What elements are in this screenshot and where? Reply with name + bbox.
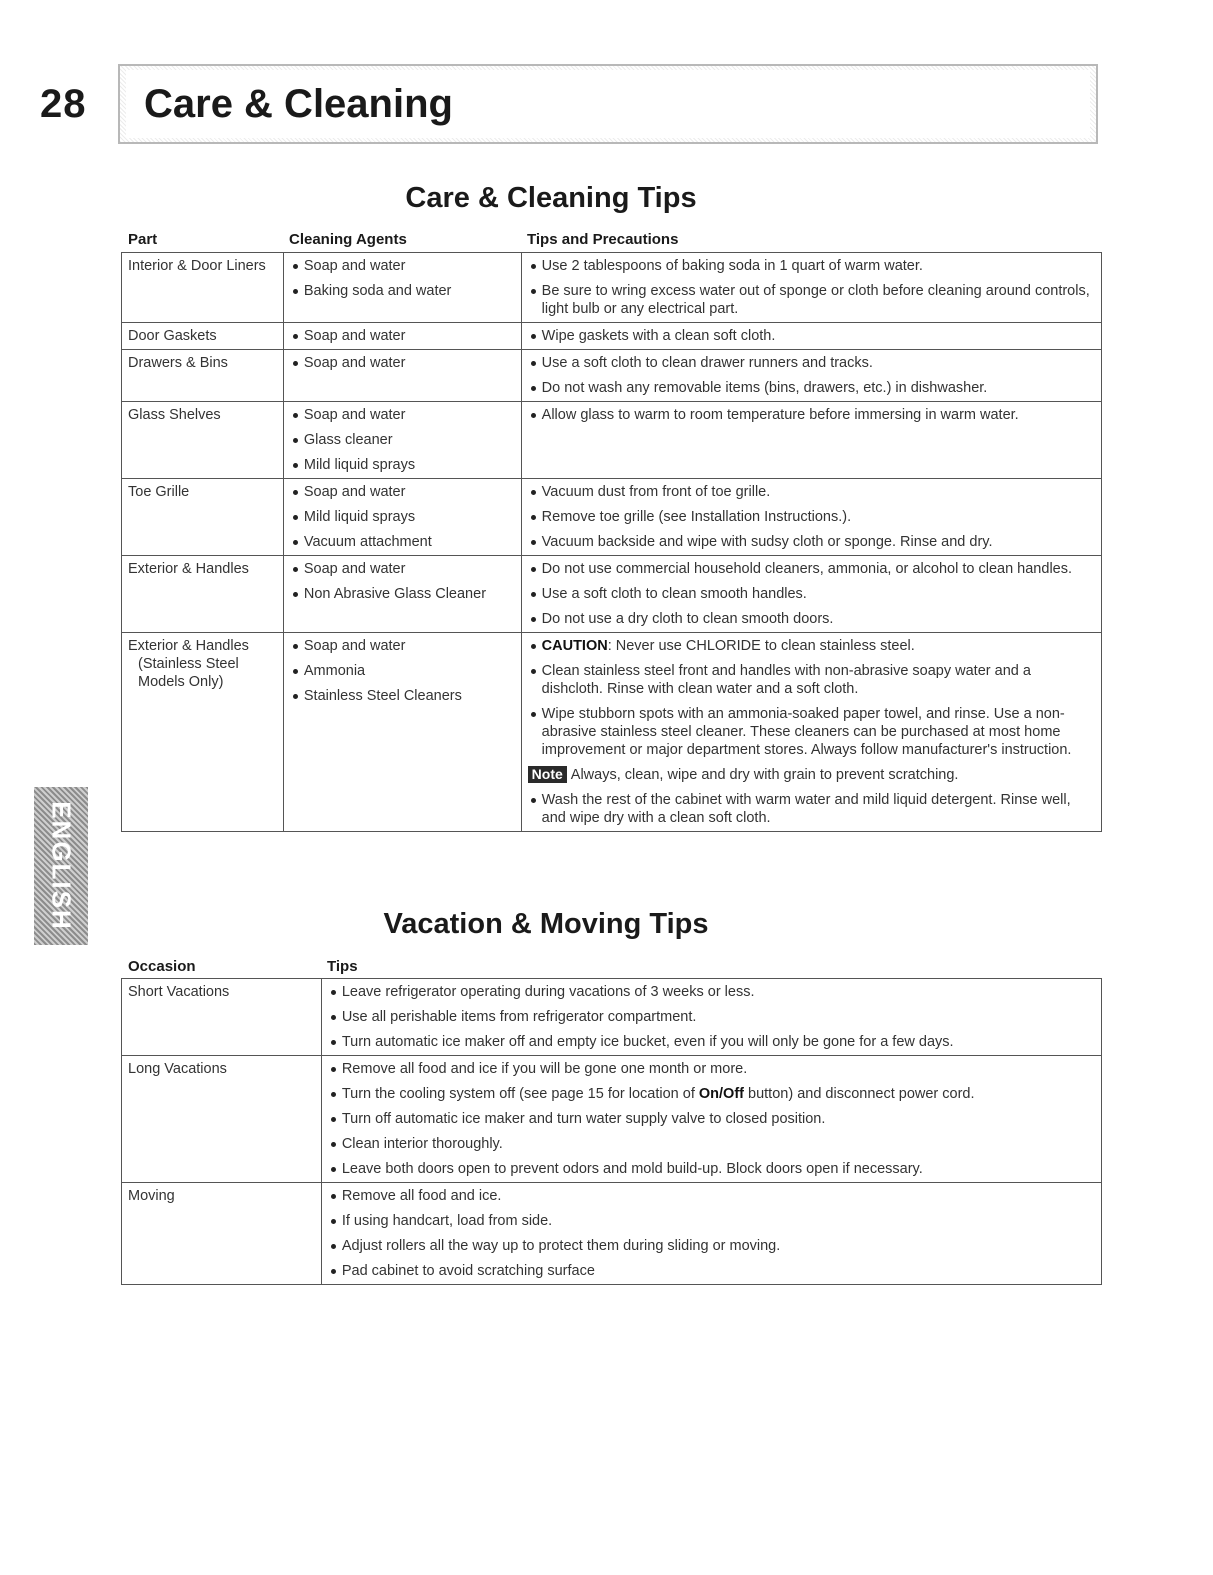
list-item: Do not use a dry cloth to clean smooth doors. [528,610,1096,628]
note-badge: Note [528,766,567,783]
tips-cell [521,323,1101,350]
care-table [121,252,1102,832]
col-head-tips: Tips and Precautions [527,231,679,248]
table-row [122,402,1102,479]
list-item: Use all perishable items from refrigerator compartment. [328,1008,1096,1026]
list-item: Pad cabinet to avoid scratching surface [328,1262,1096,1280]
list-item: Remove all food and ice if you will be gone one month or more. [328,1060,1096,1078]
agents-cell [283,633,521,832]
list-item: Soap and water [290,354,516,372]
list-item: Remove all food and ice. [328,1187,1096,1205]
list-item: Leave refrigerator operating during vacations of 3 weeks or less. [328,983,1096,1001]
part-cell: Glass Shelves [122,402,284,479]
tips-cell [521,556,1101,633]
caution-text: : Never use CHLORIDE to clean stainless steel. [607,638,915,654]
vacation-table [121,978,1102,1285]
part-cell: Exterior & Handles [122,556,284,633]
col-head-occasion: Occasion [128,958,196,975]
table-row [122,479,1102,556]
header-banner [118,64,1098,144]
col-head-part: Part [128,231,158,248]
list-item: Allow glass to warm to room temperature before immersing in warm water. [528,406,1096,424]
agents-cell [283,350,521,402]
tips-cell [521,402,1101,479]
agents-cell [283,323,521,350]
list-item: Baking soda and water [290,282,516,300]
table-row [122,253,1102,323]
note-line [528,766,1096,784]
vacation-section-title: Vacation & Moving Tips [383,908,709,940]
list-item: Use 2 tablespoons of baking soda in 1 quart of warm water. [528,257,1096,275]
list-item: Use a soft cloth to clean smooth handles. [528,585,1096,603]
list-item: Mild liquid sprays [290,456,516,474]
list-item: Clean interior thoroughly. [328,1135,1096,1153]
list-item: Leave both doors open to prevent odors and mold build-up. Block doors open if necessary. [328,1160,1096,1178]
tips-cell [521,350,1101,402]
part-cell: Drawers & Bins [122,350,284,402]
list-item [328,1085,1096,1103]
caution-label: CAUTION [541,638,608,654]
list-item: Wash the rest of the cabinet with warm water and mild liquid detergent. Rinse well, and wipe dry with a clean soft cloth. [528,791,1096,827]
list-item: If using handcart, load from side. [328,1212,1096,1230]
part-subtitle: (Stainless Steel Models Only) [138,656,239,690]
list-item: Soap and water [290,483,516,501]
agents-cell [283,253,521,323]
tip-text: button) and disconnect power cord. [744,1086,975,1102]
list-item: Stainless Steel Cleaners [290,687,516,705]
list-item: Soap and water [290,560,516,578]
language-tab [34,787,88,945]
part-name: Exterior & Handles [128,638,249,654]
tips-cell [321,1056,1101,1183]
tip-text: Turn the cooling system off (see page 15 for location of [341,1086,699,1102]
agents-cell [283,556,521,633]
list-item: Soap and water [290,406,516,424]
table-row [122,323,1102,350]
occasion-cell: Short Vacations [122,979,322,1056]
caution-item [528,637,1096,655]
table-row [122,979,1102,1056]
list-item: Clean stainless steel front and handles with non-abrasive soapy water and a dishcloth. Rinse with clean water and a soft cloth. [528,662,1096,698]
list-item: Use a soft cloth to clean drawer runners and tracks. [528,354,1096,372]
list-item: Vacuum attachment [290,533,516,551]
agents-cell [283,402,521,479]
onoff-label: On/Off [698,1086,744,1102]
list-item: Remove toe grille (see Installation Instructions.). [528,508,1096,526]
occasion-cell: Long Vacations [122,1056,322,1183]
tips-cell [521,479,1101,556]
part-cell: Interior & Door Liners [122,253,284,323]
list-item: Wipe stubborn spots with an ammonia-soaked paper towel, and rinse. Use a non-abrasive stainless steel cleaner. These cleaners can be purchased at most home improvement or major department stores. Always follow manufacturer's instruction. [528,705,1096,759]
care-section-title: Care & Cleaning Tips [405,182,697,214]
list-item: Vacuum backside and wipe with sudsy cloth or sponge. Rinse and dry. [528,533,1096,551]
list-item: Do not wash any removable items (bins, drawers, etc.) in dishwasher. [528,379,1096,397]
list-item: Turn automatic ice maker off and empty ice bucket, even if you will only be gone for a few days. [328,1033,1096,1051]
occasion-cell: Moving [122,1183,322,1285]
page-title: Care & Cleaning [144,82,453,126]
table-row [122,350,1102,402]
part-cell: Door Gaskets [122,323,284,350]
agents-cell [283,479,521,556]
table-row [122,556,1102,633]
page-number: 28 [40,82,87,126]
list-item: Be sure to wring excess water out of sponge or cloth before cleaning around controls, light bulb or any electrical part. [528,282,1096,318]
list-item: Turn off automatic ice maker and turn water supply valve to closed position. [328,1110,1096,1128]
list-item: Vacuum dust from front of toe grille. [528,483,1096,501]
list-item: Glass cleaner [290,431,516,449]
list-item: Soap and water [290,257,516,275]
list-item: Mild liquid sprays [290,508,516,526]
note-text: Always, clean, wipe and dry with grain to prevent scratching. [570,767,959,783]
language-tab-label: ENGLISH [46,801,77,931]
col-head-vacation-tips: Tips [327,958,358,975]
tips-cell [321,979,1101,1056]
list-item: Soap and water [290,637,516,655]
tips-cell [521,633,1101,832]
list-item: Adjust rollers all the way up to protect them during sliding or moving. [328,1237,1096,1255]
list-item: Soap and water [290,327,516,345]
table-row [122,633,1102,832]
table-row [122,1056,1102,1183]
part-cell [122,633,284,832]
list-item: Non Abrasive Glass Cleaner [290,585,516,603]
tips-cell [521,253,1101,323]
table-row [122,1183,1102,1285]
col-head-agents: Cleaning Agents [289,231,407,248]
tips-cell [321,1183,1101,1285]
list-item: Wipe gaskets with a clean soft cloth. [528,327,1096,345]
part-cell: Toe Grille [122,479,284,556]
list-item: Do not use commercial household cleaners, ammonia, or alcohol to clean handles. [528,560,1096,578]
list-item: Ammonia [290,662,516,680]
